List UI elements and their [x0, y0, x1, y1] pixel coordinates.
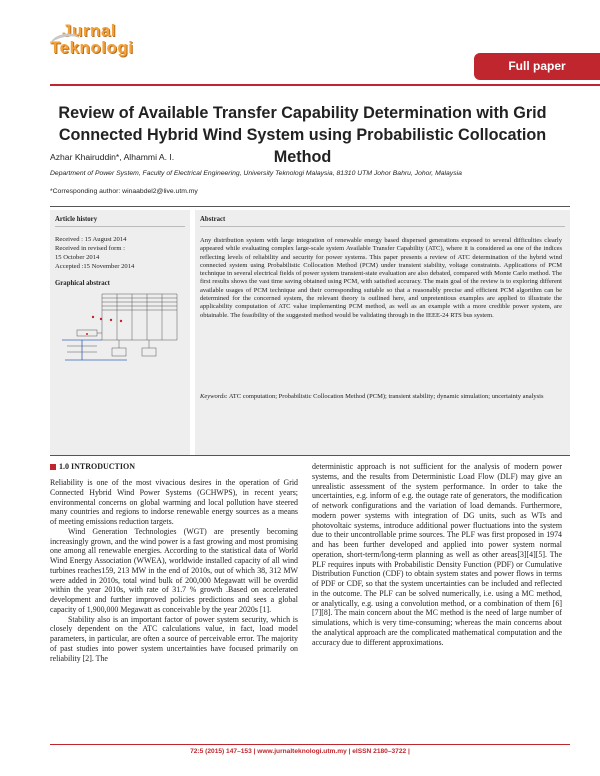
section-marker-icon	[50, 464, 56, 470]
paper-authors: Azhar Khairuddin*, Alhammi A. I.	[50, 152, 175, 162]
paragraph: Stability also is an important factor of power system security, which is closely dependent on the ATC calculations value, in fact, load model parameters, in particular, are often a source of perceivable error. The majority of past studies into power system uncertainties have focused primarily on reliability [2]. The	[50, 614, 298, 663]
page-footer: 72:5 (2015) 147–153 | www.jurnalteknologi.utm.my | eISSN 2180–3722 |	[190, 748, 410, 755]
paragraph: deterministic approach is not sufficient for the analysis of modern power systems, and the results from Deterministic Load Flow (DLF) may give an unrealistic assessment of the system performance. In order to take the uncertainties, e.g. inform of e.g. the outage rate of generators, the modification of network configurations and the variation of load demands. Furthermore, modern power systems with integration of DG units, such as WTs and photovoltaic systems, introduce additional power fluctuations into the system due to their uncontrollable prime sources. The PLF was first proposed in 1974 and has been further developed and applied into power system normal operation, short-term/long-term planning as well as other areas[3][4][5]. The PLF requires inputs with Probabilistic Density Function (PDF) or Cumulative Distribution Function (CDF) to obtain system states and power flows in terms of PDF or CDF, so that the system uncertainties can be included and reflected in the outcome. The PLF can be solved numerically, i.e. using a MC method, or analytically, e.g. using a convolution method, or a combination of them [6][7][8]. The main concern about the MC method is the need of large number of simulations, which is very time-consuming; whereas the main concerns about the analytical approach are the complicated mathematical computation and the accuracy due to different approximations.	[312, 462, 562, 647]
abstract-heading: Abstract	[200, 216, 226, 223]
accepted-date: Accepted :15 November 2014	[55, 263, 135, 270]
paper-affiliation: Department of Power System, Faculty of Electrical Engineering, University Teknologi Malaysia, 81310 UTM Johor Bahru, Johor, Malaysia	[50, 170, 462, 177]
journal-logo	[50, 22, 160, 66]
abstract-text: Any distribution system with large integration of renewable energy based dispersed generations exposed to several difficulties clearly appeared while evaluating complex large-scale system Available Transfer Capability (ATC), where it is considered as one of the indices reflecting levels of reliability and security for power systems. This paper presents a review of ATC determination of the hybrid wind connected system using Probabilistic Collocation Method (PCM) under transient stability, voltage constraints. Applications of PCM technique in several electrical fields of power system transient-state evaluation are also debated, compared with Monte Carlo method. The first results shows the vast time saving obtained using PCM, with satisfied accuracy. The main goal of the review is to exploring different available usages of PCM technique and their corresponding suitable so that a reasonably precise and efficient PCM algorithm can be determined for the concerned system, the relevant theory is outlined here, and unpretentious examples are applied to illustrate the applicability computation of ATC value implementing PCM method, as well as an example with a more credible power system, are obtainable. The feasibility of the suggested method would be validating through in the IEEE-24 RTS bus system.	[200, 237, 562, 319]
corresponding-author: *Corresponding author: winaabdel2@live.utm.my	[50, 188, 198, 195]
section-heading-text: 1.0 INTRODUCTION	[59, 462, 136, 471]
keywords-text: : ATC computation; Probabilistic Collocation Method (PCM); transient stability; dynamic simulation; uncertainty analysis	[225, 393, 544, 400]
divider	[200, 226, 565, 227]
paragraph: Wind Generation Technologies (WGT) are presently becoming increasingly grown, and the wind power is a fast growing and most promising one among all renewable energies. According to the statistical data of World Wind Energy Association (WWEA), worldwide installed capacity of all wind turbines reaches159, 213 MW in the end of 2010s, out of which 38, 312 MW were added in 2010s, total wind bulk of 200,000 Megawatt will be overdid within the year 2010s, with rate of 31.7 % growth .Based on accelerated development and further improved policies predictions and sees a global capacity of 1,900,000 Megawatt as conceivable by the year 2020s [1].	[50, 526, 298, 614]
revised-label: Received in revised form :	[55, 245, 125, 252]
footer-rule	[50, 744, 570, 745]
keywords	[200, 393, 562, 401]
section-heading	[50, 462, 135, 471]
logo-line2: Teknologi	[50, 38, 134, 57]
divider	[55, 226, 185, 227]
body-column-left	[50, 478, 298, 663]
divider	[50, 455, 570, 456]
graphical-abstract-heading: Graphical abstract	[55, 280, 110, 287]
article-history-heading: Article history	[55, 216, 98, 223]
paragraph: Reliability is one of the most vivacious desires in the operation of Grid Connected Hybrid Wind Power Systems (GCHWPS), in recent years; environmental concerns on global warming and local pollution have steered many countries and regions to indorse renewable energy sources as a means of meeting emissions reduction targets.	[50, 478, 298, 526]
header-rule	[50, 84, 600, 86]
divider	[50, 206, 570, 207]
revised-date: 15 October 2014	[55, 254, 100, 261]
logo-line1: Jurnal	[62, 21, 117, 40]
full-paper-badge: Full paper	[474, 53, 600, 80]
body-column-right	[312, 462, 562, 647]
paper-title: Review of Available Transfer Capability Determination with Grid Connected Hybrid Wind System using Probabilistic Collocation Method	[58, 104, 547, 166]
graphical-abstract-figure	[57, 290, 182, 370]
received-date: Received : 15 August 2014	[55, 236, 127, 243]
keywords-label: Keywords	[200, 393, 226, 400]
